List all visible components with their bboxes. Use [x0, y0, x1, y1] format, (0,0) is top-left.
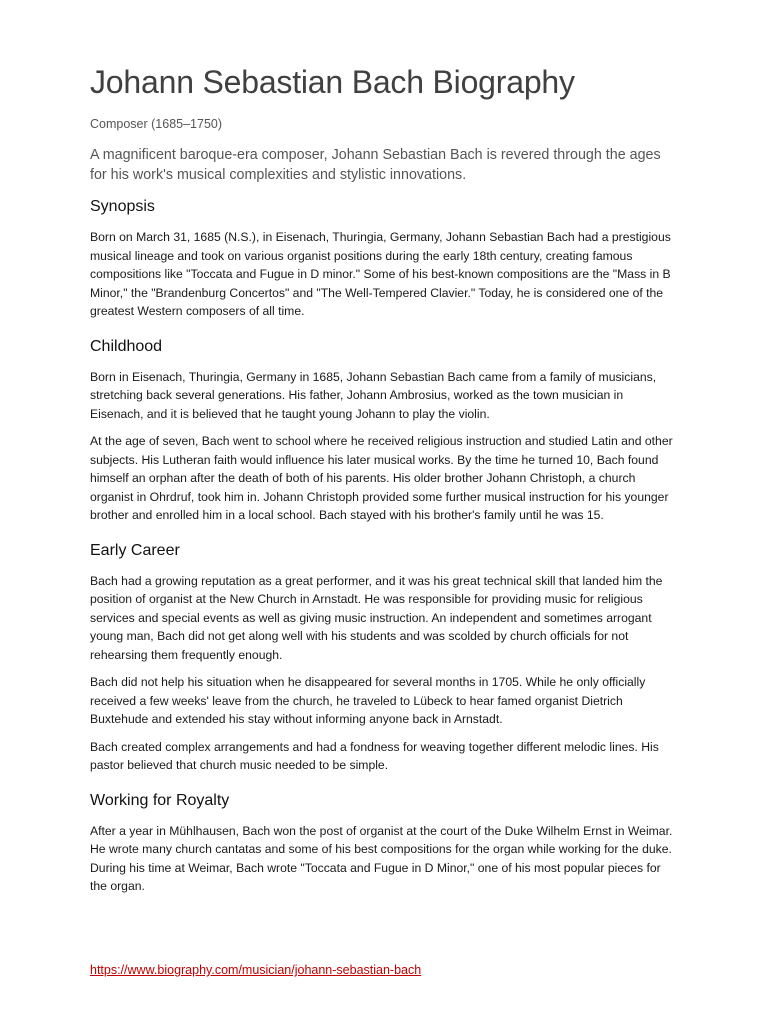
subtitle: Composer (1685–1750) — [90, 117, 223, 131]
section-heading: Synopsis — [90, 198, 155, 215]
section-heading: Early Career — [90, 541, 180, 559]
page-title: Johann Sebastian Bach Biography — [90, 64, 575, 100]
source-link[interactable]: https://www.biography.com/musician/johann-sebastian-bach — [90, 963, 422, 977]
section-heading: Working for Royalty — [90, 791, 230, 809]
section-working-for-royalty — [90, 791, 680, 896]
paragraph: Bach created complex arrangements and had a fondness for weaving together different melodic lines. His pastor believed that church music needed to be simple. — [90, 739, 659, 772]
paragraph: Born on March 31, 1685 (N.S.), in Eisenach, Thuringia, Germany, Johann Sebastian Bach had a prestigious musical lineage and took on various organist positions during the early 18th century, creating famous compositions like "Toccata and Fugue in D minor." Some of his best-known compositions are the "Mass in B Minor," the "Brandenburg Concertos" and "The Well-Tempered Clavier." Today, he is considered one of the greatest Western composers of all time. — [90, 230, 671, 318]
paragraph: Born in Eisenach, Thuringia, Germany in 1685, Johann Sebastian Bach came from a family of musicians, stretching back several generations. His father, Johann Ambrosius, worked as the town musician in Eisenach, and it is believed that he taught young Johann to play the violin. — [90, 369, 657, 421]
lead-paragraph: A magnificent baroque-era composer, Johann Sebastian Bach is revered through the ages for his work's musical complexities and stylistic innovations. — [90, 147, 661, 183]
section-early-career — [90, 541, 680, 775]
paragraph: After a year in Mühlhausen, Bach won the post of organist at the court of the Duke Wilhelm Ernst in Weimar. He wrote many church cantatas and some of his best compositions for the organ while working for the duke. During his time at Weimar, Bach wrote "Toccata and Fugue in D Minor," one of his most popular pieces for the organ. — [90, 823, 673, 893]
paragraph: At the age of seven, Bach went to school where he received religious instruction and studied Latin and other subjects. His Lutheran faith would influence his later musical works. By the time he turned 10, Bach found himself an orphan after the death of both of his parents. His older brother Johann Christoph, a church organist in Ohrdruf, took him in. Johann Christoph provided some further musical instruction for his younger brother and enrolled him in a local school. Bach stayed with his brother's family until he was 15. — [90, 434, 673, 522]
paragraph: Bach had a growing reputation as a great performer, and it was his great technical skill that landed him the position of organist at the New Church in Arnstadt. He was responsible for providing music for religious services and special events as well as giving music instruction. An independent and sometimes arrogant young man, Bach did not get along well with his students and was scolded by church officials for not rehearsing them frequently enough. — [90, 573, 663, 662]
section-childhood — [90, 337, 680, 525]
section-synopsis — [90, 197, 680, 321]
section-heading: Childhood — [90, 337, 163, 355]
document-body — [90, 62, 680, 896]
paragraph: Bach did not help his situation when he disappeared for several months in 1705. While he only officially received a few weeks' leave from the church, he traveled to Lübeck to hear famed organist Dietrich Buxtehude and extended his stay without informing anyone back in Arnstadt. — [90, 675, 646, 726]
